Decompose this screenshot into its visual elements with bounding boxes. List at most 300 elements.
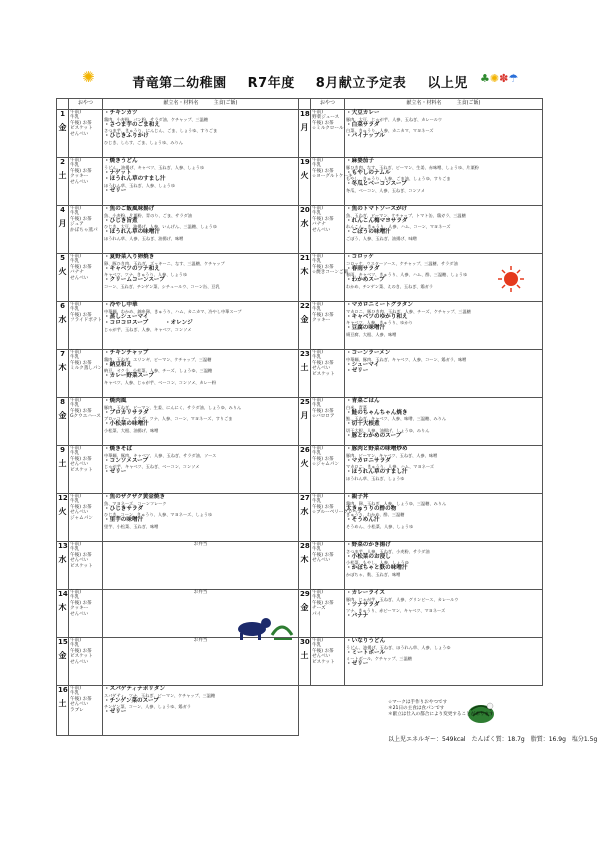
snack-line: せんべい [70, 702, 89, 708]
snack-line: 午前) [312, 590, 323, 595]
snack-line: 午後) お茶 [70, 120, 92, 126]
snack-cell [311, 590, 345, 638]
dish-ingredients: 小松菜、もやし、人参、しょうゆ [346, 560, 409, 566]
dish-ingredients: そうめん、小松菜、人参、しょうゆ [346, 523, 414, 529]
snack-line: ビスケット [70, 467, 93, 473]
date-number: 6 [60, 302, 65, 310]
dish-ingredients: 白米、青菜 [346, 404, 367, 410]
dish-name: ・里芋の味噌汁 [104, 517, 144, 524]
snack-line: Gクウエハース [70, 414, 101, 420]
dish-name: ・焼肉風 [104, 398, 127, 404]
snack-line: 午後) お茶 [70, 360, 92, 366]
sun-icon: ✺ [489, 72, 500, 85]
snack-cell [69, 542, 103, 590]
snack-line: 午前) [70, 446, 81, 451]
snack-line: 午後) お茶 [312, 264, 334, 270]
date-number: 29 [300, 590, 310, 598]
menu-cell [103, 110, 299, 158]
nutrition-summary: 以上児エネルギー：549kcal たんぱく質：18.7g 脂質：16.9g 塩分1.5g [388, 736, 598, 743]
snack-line: ビスケット [70, 654, 93, 660]
bento-cell [103, 542, 299, 590]
snack-line: せんべい [70, 510, 89, 516]
snack-line: 午前) [70, 398, 81, 403]
dish-ingredients: れんこん、きゅうり、人参、ハム、コーン、マヨネーズ [346, 224, 451, 230]
dish-name: ・ひじき旨煮 [104, 217, 138, 224]
dish-name: ・さつま芋のごま和え [104, 121, 160, 128]
date-number: 1 [60, 110, 65, 118]
snack-line: 午後) お茶 [70, 696, 92, 702]
menu-cell [103, 446, 299, 494]
menu-cell [103, 350, 299, 398]
dish-ingredients: ごぼう、人参、玉ねぎ、油揚げ、味噌 [346, 235, 417, 241]
dish-ingredients: 豚肉、大豆、じゃが芋、人参、玉ねぎ、カレールウ [346, 116, 443, 122]
date-cell [299, 494, 311, 542]
dish-name: ・コーンラーメン [346, 350, 391, 356]
dish-name: ・ミートボール [346, 649, 386, 656]
dish-name: ・そうめん汁 [346, 517, 380, 524]
date-cell [57, 686, 69, 736]
header-day-right [299, 99, 311, 110]
date-cell [57, 110, 69, 158]
date-number: 25 [300, 398, 310, 406]
dish-name: ・コロコロスープ ・オレンジ [104, 320, 193, 327]
dish-ingredients: ブロッコリー、サラダ、ツナ、人参、コーン、マヨネーズ、すりごま [104, 416, 233, 422]
date-number: 20 [300, 206, 310, 214]
weekday: 月 [58, 219, 67, 229]
snack-line: せんべい [312, 227, 331, 233]
dish-ingredients: 絹豆腐、大根、人参、味噌 [346, 331, 397, 337]
dish-name: ・ほうれん草のすまし汁 [346, 469, 408, 476]
snack-line: 午前) [70, 686, 81, 691]
school-name: 青竜第二幼稚園 [132, 76, 227, 91]
snack-line: 午前) [70, 158, 81, 163]
header-snack-right: おやつ [311, 99, 345, 110]
table-row [57, 446, 543, 494]
dish-ingredients: 魚、玉ねぎ、ピーマン、ケチャップ、トマト缶、鶏ガラ、三温糖 [346, 212, 466, 218]
snack-line: クッキー [70, 606, 89, 612]
dish-name: ・マカロニミートグラタン [346, 302, 413, 308]
menu-cell [345, 590, 543, 638]
dish-ingredients: ひじき、コーン、きゅうり、人参、マヨネーズ、しょうゆ [104, 512, 213, 518]
snack-line: せんべい [70, 462, 89, 468]
snack-line: 午前) [70, 206, 81, 211]
weekday: 金 [300, 603, 309, 613]
snack-line: 牛乳 [70, 115, 80, 121]
date-cell [299, 302, 311, 350]
menu-cell [345, 206, 543, 254]
header-snack-left: おやつ [69, 99, 103, 110]
dish-ingredients: ほうれん草、玉ねぎ、人参、しょうゆ [104, 182, 176, 188]
dish-ingredients: 冬瓜、ベーコン、人参、玉ねぎ、コンソメ [346, 187, 425, 193]
snack-line: 牛乳 [70, 691, 80, 697]
snack-line: 午後) お茶 [70, 264, 92, 270]
dish-name: ・もやしのナムル [346, 169, 391, 176]
weekday: 土 [300, 363, 309, 373]
date-cell [299, 110, 311, 158]
snack-cell [311, 638, 345, 686]
dish-name: ・ほうれん草の味噌汁 [104, 229, 160, 236]
weekday: 土 [58, 171, 67, 181]
snack-line: 牛乳 [70, 499, 80, 505]
dish-ingredients: 魚、マヨネーズ、コーンフレーク [104, 500, 167, 506]
dish-name: ・魚のトマトソースがけ [346, 206, 408, 212]
dish-name: ・ゼリー [104, 709, 127, 716]
dish-ingredients: もやし、きゅうり、人参、ごま油、しょうゆ、すりごま [346, 176, 451, 182]
snack-line: 午後) お茶 [312, 456, 334, 462]
date-cell [57, 638, 69, 686]
date-cell [299, 590, 311, 638]
dish-name: ・ひじきふりかけ [104, 133, 149, 140]
snack-line: 午前) [312, 446, 323, 451]
snack-line: 午前) [70, 302, 81, 307]
date-cell [299, 398, 311, 446]
snack-line: 牛乳 [70, 163, 80, 169]
date-number: 30 [300, 638, 310, 646]
snack-cell [69, 638, 103, 686]
snack-line: 午前) [70, 110, 81, 115]
date-number: 12 [58, 494, 68, 502]
snack-cell [69, 686, 103, 736]
snack-line: 牛乳 [312, 307, 322, 313]
snack-line: 午前) [312, 254, 323, 259]
dish-ingredients: じゃが芋、玉ねぎ、人参、キャベツ、コンソメ [104, 326, 192, 332]
date-cell [299, 446, 311, 494]
weekday: 金 [58, 123, 67, 133]
dish-name: ・キャベツのゆかり和え [346, 313, 408, 320]
date-number: 19 [300, 158, 310, 166]
snack-line: バナナ [70, 270, 84, 276]
weekday: 水 [300, 507, 309, 517]
dish-ingredients: 鶏肉、小麦粉、パン粉、サラダ油、ケチャップ、三温糖 [104, 116, 209, 122]
dish-ingredients: 中華麺、豚肉、玉ねぎ、キャベツ、人参、コーン、鶏ガラ、味噌 [346, 356, 467, 362]
dish-ingredients: さつま芋、人参、玉ねぎ、小麦粉、サラダ油 [346, 548, 430, 554]
dish-name: ・カレー野菜スープ [104, 373, 154, 380]
snack-line: 牛乳 [70, 211, 80, 217]
snack-line: ビスケット [312, 659, 335, 665]
dish-name: ・焼きうどん [104, 158, 138, 164]
dish-ingredients: うどん、油揚げ、玉ねぎ、ほうれん草、人参、しょうゆ [346, 644, 451, 650]
snack-line: ☆バロロア [312, 414, 335, 420]
weekday: 月 [300, 123, 309, 133]
snack-line: クッキー [312, 318, 331, 324]
snack-line: 午前) [312, 158, 323, 163]
snack-line: 野菜ジュース [312, 115, 340, 121]
snack-line: 牛乳 [312, 547, 322, 553]
snack-line: 午前) [312, 542, 323, 547]
dish-name: ・わかめスープ [346, 277, 385, 284]
dish-name: ・冷やし中華 [104, 302, 138, 308]
snack-line: 午後) お茶 [312, 120, 334, 126]
snack-cell [69, 494, 103, 542]
dish-ingredients: 豚ひき肉、なす、玉ねぎ、ピーマン、生姜、赤味噌、しょうゆ、片栗粉 [346, 164, 479, 170]
dish-ingredients: キャベツ、人参、じゃが芋、ベーコン、コンソメ、カレー粉 [104, 379, 217, 385]
snack-cell [69, 590, 103, 638]
dish-ingredients: 豚肉、じゃが芋、玉ねぎ、人参、グリンピース、カレールウ [346, 596, 459, 602]
date-number: 15 [58, 638, 68, 646]
weekday: 金 [58, 651, 67, 661]
dish-name: ・麻婆茄子 [346, 158, 374, 164]
fiscal-year: R7年度 [247, 76, 295, 91]
sunflower-icon: ✺ [82, 68, 95, 86]
snack-line: 牛乳 [312, 259, 322, 265]
snack-line: ☆ジャムパン [312, 462, 339, 468]
snack-line: ラブレ [70, 707, 84, 713]
table-header-row [57, 99, 543, 110]
dish-ingredients: マカロニ、きゅうり、人参、ハム、マヨネーズ [346, 464, 434, 470]
dish-name: ・ほうれん草のすまし汁 [104, 176, 166, 183]
date-number: 13 [58, 542, 68, 550]
weekday: 水 [300, 219, 309, 229]
date-cell [57, 542, 69, 590]
snack-line: 午前) [70, 638, 81, 643]
snack-line: ビスケット [312, 371, 335, 377]
snack-line: ジュア [70, 222, 84, 228]
snack-line: ☆ヨーグルトケーキ [312, 174, 353, 180]
menu-cell [345, 494, 543, 542]
snack-line: 牛乳 [70, 403, 80, 409]
snack-line: 午後) お茶 [70, 504, 92, 510]
snack-cell [69, 446, 103, 494]
menu-cell [345, 110, 543, 158]
snack-line: ジャムパン [70, 515, 93, 521]
date-number: 5 [60, 254, 65, 262]
dish-name: ・ゼリー [346, 661, 369, 668]
weekday: 木 [58, 363, 67, 373]
dish-ingredients: 里芋、小松菜、玉ねぎ、味噌 [104, 523, 159, 529]
table-row [57, 110, 543, 158]
menu-cell [345, 638, 543, 686]
date-cell [57, 350, 69, 398]
date-cell [57, 158, 69, 206]
snack-cell [311, 158, 353, 206]
dish-name: ・バナナ [346, 613, 369, 620]
date-cell [299, 254, 311, 302]
snack-cell [311, 254, 349, 302]
snack-line: せんべい [312, 366, 331, 372]
weekday: 月 [300, 411, 309, 421]
dish-name: ・小松菜の味噌汁 [104, 421, 149, 428]
snack-line: ☆焼きコーンご飯 [312, 270, 349, 276]
snack-cell [311, 206, 345, 254]
weekday: 土 [58, 699, 67, 709]
dish-name: ・ゼリー [346, 368, 369, 375]
dish-ingredients: じゃが芋、キャベツ、玉ねぎ、ベーコン、コンソメ [104, 464, 200, 470]
dish-name: ・いなりうどん [346, 638, 386, 644]
snack-line: 午前) [312, 110, 323, 115]
header-menu-left: 献立名・材料名 主食(ご飯) [103, 99, 299, 110]
header-menu-right: 献立名・材料名 主食(ご飯) [345, 99, 543, 110]
weekday: 金 [300, 315, 309, 325]
dish-name: ・マカロニサラダ [346, 457, 391, 464]
table-row [57, 158, 543, 206]
snack-line: 午後) お茶 [312, 648, 334, 654]
date-cell [57, 494, 69, 542]
snack-line: 午後) お茶 [312, 600, 334, 606]
dish-name: ・パイナップル [346, 133, 385, 140]
dish-ingredients: 中華麺、わかめ、錦糸卵、きゅうり、ハム、カニカマ、冷やし中華スープ [104, 308, 242, 314]
snack-line: せんべい [70, 275, 89, 281]
snack-line: 午前) [70, 254, 81, 259]
dish-ingredients: ミートボール、ケチャップ、三温糖 [346, 656, 412, 662]
date-cell [299, 638, 311, 686]
summer-decoration [480, 72, 518, 85]
snack-cell [69, 110, 103, 158]
weekday: 水 [58, 555, 67, 565]
snack-line: 午前) [312, 302, 323, 307]
dish-name: ・焼きそば [104, 446, 132, 452]
snack-line: 牛乳 [70, 355, 80, 361]
dish-name: ・カレーライス [346, 590, 385, 596]
menu-cell [103, 686, 299, 736]
snack-line: 牛乳 [312, 499, 322, 505]
dish-name: ・ゼリー [104, 469, 127, 476]
dish-name: ・大豆カレー [346, 110, 380, 116]
dish-name: ・青菜ごはん [346, 398, 380, 404]
dish-name: ・ごぼうの味噌汁 [346, 229, 391, 236]
dish-ingredients: うどん、油揚げ、キャベツ、玉ねぎ、人参、しょうゆ [104, 164, 205, 170]
dish-name: ・チキンチャップ [104, 350, 149, 356]
dish-ingredients: わかめ、チンゲン菜、えのき、玉ねぎ、鶏ガラ [346, 283, 434, 289]
weekday: 火 [300, 171, 309, 181]
dish-ingredients: 豚肉、玉ねぎ、ピーマン、生姜、にんにく、サラダ油、しょうゆ、みりん [104, 404, 242, 410]
table-row [57, 398, 543, 446]
snack-line: せんべい [70, 659, 89, 665]
dish-name: ・豆腐の味噌汁 [346, 325, 386, 332]
weekday: 土 [58, 459, 67, 469]
dish-ingredients: 中華麺、豚肉、キャベツ、人参、玉ねぎ、サラダ油、ソース [104, 452, 217, 458]
table-row [57, 542, 543, 590]
snack-line: 午前) [312, 350, 323, 355]
note-line: ☆マークは手作りおやつです [388, 700, 448, 705]
notes [388, 700, 548, 719]
dish-name: ・ブロカリサラダ [104, 409, 149, 416]
snack-line: ビスケット [70, 563, 93, 569]
snack-line: 牛乳 [312, 355, 322, 361]
dish-ingredients: かぼちゃ、麩、玉ねぎ、味噌 [346, 571, 401, 577]
note-line: ＊献立は仕入の都合により変更することがあります [388, 712, 494, 718]
snack-line: 午後) お茶 [70, 600, 92, 606]
dog-icon [232, 615, 296, 645]
dish-name: ・コンソメスープ [104, 457, 149, 464]
table-row [57, 254, 543, 302]
grade-label: 以上児 [427, 76, 468, 91]
snack-line: せんべい [312, 654, 331, 660]
snack-line: 午後) お茶 [312, 552, 334, 558]
snack-line: せんべい [312, 558, 331, 564]
date-cell [299, 206, 311, 254]
date-cell [57, 446, 69, 494]
weekday: 土 [300, 651, 309, 661]
dish-ingredients: 鶏肉、卵、玉ねぎ、人参、しょうゆ、三温糖、みりん [346, 500, 447, 506]
snack-line: 牛乳 [312, 643, 322, 649]
snack-line: フライドポテト [70, 318, 103, 324]
snack-cell [69, 254, 103, 302]
weekday: 火 [58, 507, 67, 517]
snack-line: 午後) お茶 [70, 648, 92, 654]
dish-name: ・切干大根煮 [346, 421, 380, 428]
dish-ingredients: 納豆、オクラ、小松菜、人参、チーズ、しょうゆ、三温糖 [104, 368, 213, 374]
snack-line: 午前) [312, 494, 323, 499]
snack-line: 午後) お茶 [312, 360, 334, 366]
crab-icon: ✽ [499, 72, 509, 85]
dish-ingredients: 魚、小麦粉、片栗粉、青のり、ごま、サラダ油 [104, 212, 192, 218]
date-cell [299, 350, 311, 398]
snack-cell [311, 542, 345, 590]
dish-ingredients: ひじき、大豆、油揚げ、人参、いんげん、三温糖、しょうゆ [104, 224, 217, 230]
weekday: 金 [58, 411, 67, 421]
dish-ingredients: コーン、玉ねぎ、チンゲン菜、シチュールウ、コーン缶、豆乳 [104, 283, 220, 289]
weekday: 木 [300, 267, 309, 277]
dish-name: ・納豆和え [104, 361, 132, 368]
dish-name: ・魚のザクザク黄金焼き [104, 494, 166, 500]
menu-cell [103, 158, 299, 206]
dish-ingredients: 卵、豚ひき肉、玉ねぎ、ズッキーニ、なす、三温糖、ケチャップ [104, 260, 225, 266]
beach-umbrella-icon: ☂ [508, 72, 519, 85]
snack-line: 午後) お茶 [70, 168, 92, 174]
snack-cell [311, 110, 345, 158]
snack-line: 牛乳 [70, 595, 80, 601]
snack-line: 午前) [70, 542, 81, 547]
date-number: 7 [60, 350, 65, 358]
date-cell [57, 302, 69, 350]
date-number: 18 [300, 110, 310, 118]
dish-ingredients: チンゲン菜、コーン、人参、しょうゆ、鶏ガラ [104, 704, 191, 710]
snack-line: せんべい [70, 179, 89, 185]
date-cell [57, 254, 69, 302]
snack-line: 牛乳 [70, 451, 80, 457]
snack-line: 牛乳 [70, 307, 80, 313]
dish-ingredients: ほうれん草、人参、玉ねぎ、油揚げ、味噌 [104, 235, 184, 241]
date-number: 27 [300, 494, 310, 502]
date-number: 21 [300, 254, 310, 262]
menu-cell [103, 206, 299, 254]
date-number: 4 [60, 206, 65, 214]
dish-ingredients: ひじき、しらす、ごま、しょうゆ、みりん [104, 139, 183, 145]
snack-line: 午後) お茶 [70, 552, 92, 558]
snack-line: 牛乳 [312, 595, 322, 601]
date-number: 16 [58, 686, 68, 694]
dish-ingredients: キャベツ、人参、きゅうり、ゆかり [346, 320, 413, 326]
dish-name: ・スパゲティナポリタン [104, 686, 166, 692]
snack-line: ☆ブルーベリークレープ [312, 510, 362, 516]
dish-ingredients: マカロニ、豚ひき肉、玉ねぎ、人参、チーズ、ケチャップ、三温糖 [346, 308, 471, 314]
dish-ingredients: 鮭、玉ねぎ、キャベツ、人参、味噌、三温糖、みりん [346, 416, 447, 422]
snack-line: 牛乳 [70, 643, 80, 649]
dish-name: ・冬瓜とベーコンスープ [346, 181, 407, 188]
date-number: 8 [60, 398, 65, 406]
weekday: 火 [300, 459, 309, 469]
snack-cell [69, 206, 103, 254]
snack-line: 牛乳 [312, 211, 322, 217]
table-row [57, 302, 543, 350]
dish-name: ・鮭のちゃんちゃん焼き [346, 409, 408, 416]
snack-line: 牛乳 [70, 259, 80, 265]
snack-line: 午前) [70, 350, 81, 355]
menu-cell [345, 350, 543, 398]
snack-line: 午後) お茶 [312, 504, 334, 510]
menu-title: 8月献立予定表 [315, 76, 407, 91]
dish-name: ・キャベツのツナ和え [104, 265, 160, 272]
snack-line: 午後) お茶 [312, 312, 334, 318]
snack-line: ☆ミルクロール [312, 126, 344, 132]
weekday: 水 [58, 315, 67, 325]
dish-ingredients: 鶏肉、玉ねぎ、エリンギ、ピーマン、ケチャップ、三温糖 [104, 356, 212, 362]
snack-line: 午後) お茶 [312, 408, 334, 414]
snack-line: 午前) [312, 398, 323, 403]
dish-name: ・シューマイ [346, 361, 380, 368]
date-number: 28 [300, 542, 310, 550]
snack-line: かぼちゃ蒸パ [70, 227, 98, 233]
